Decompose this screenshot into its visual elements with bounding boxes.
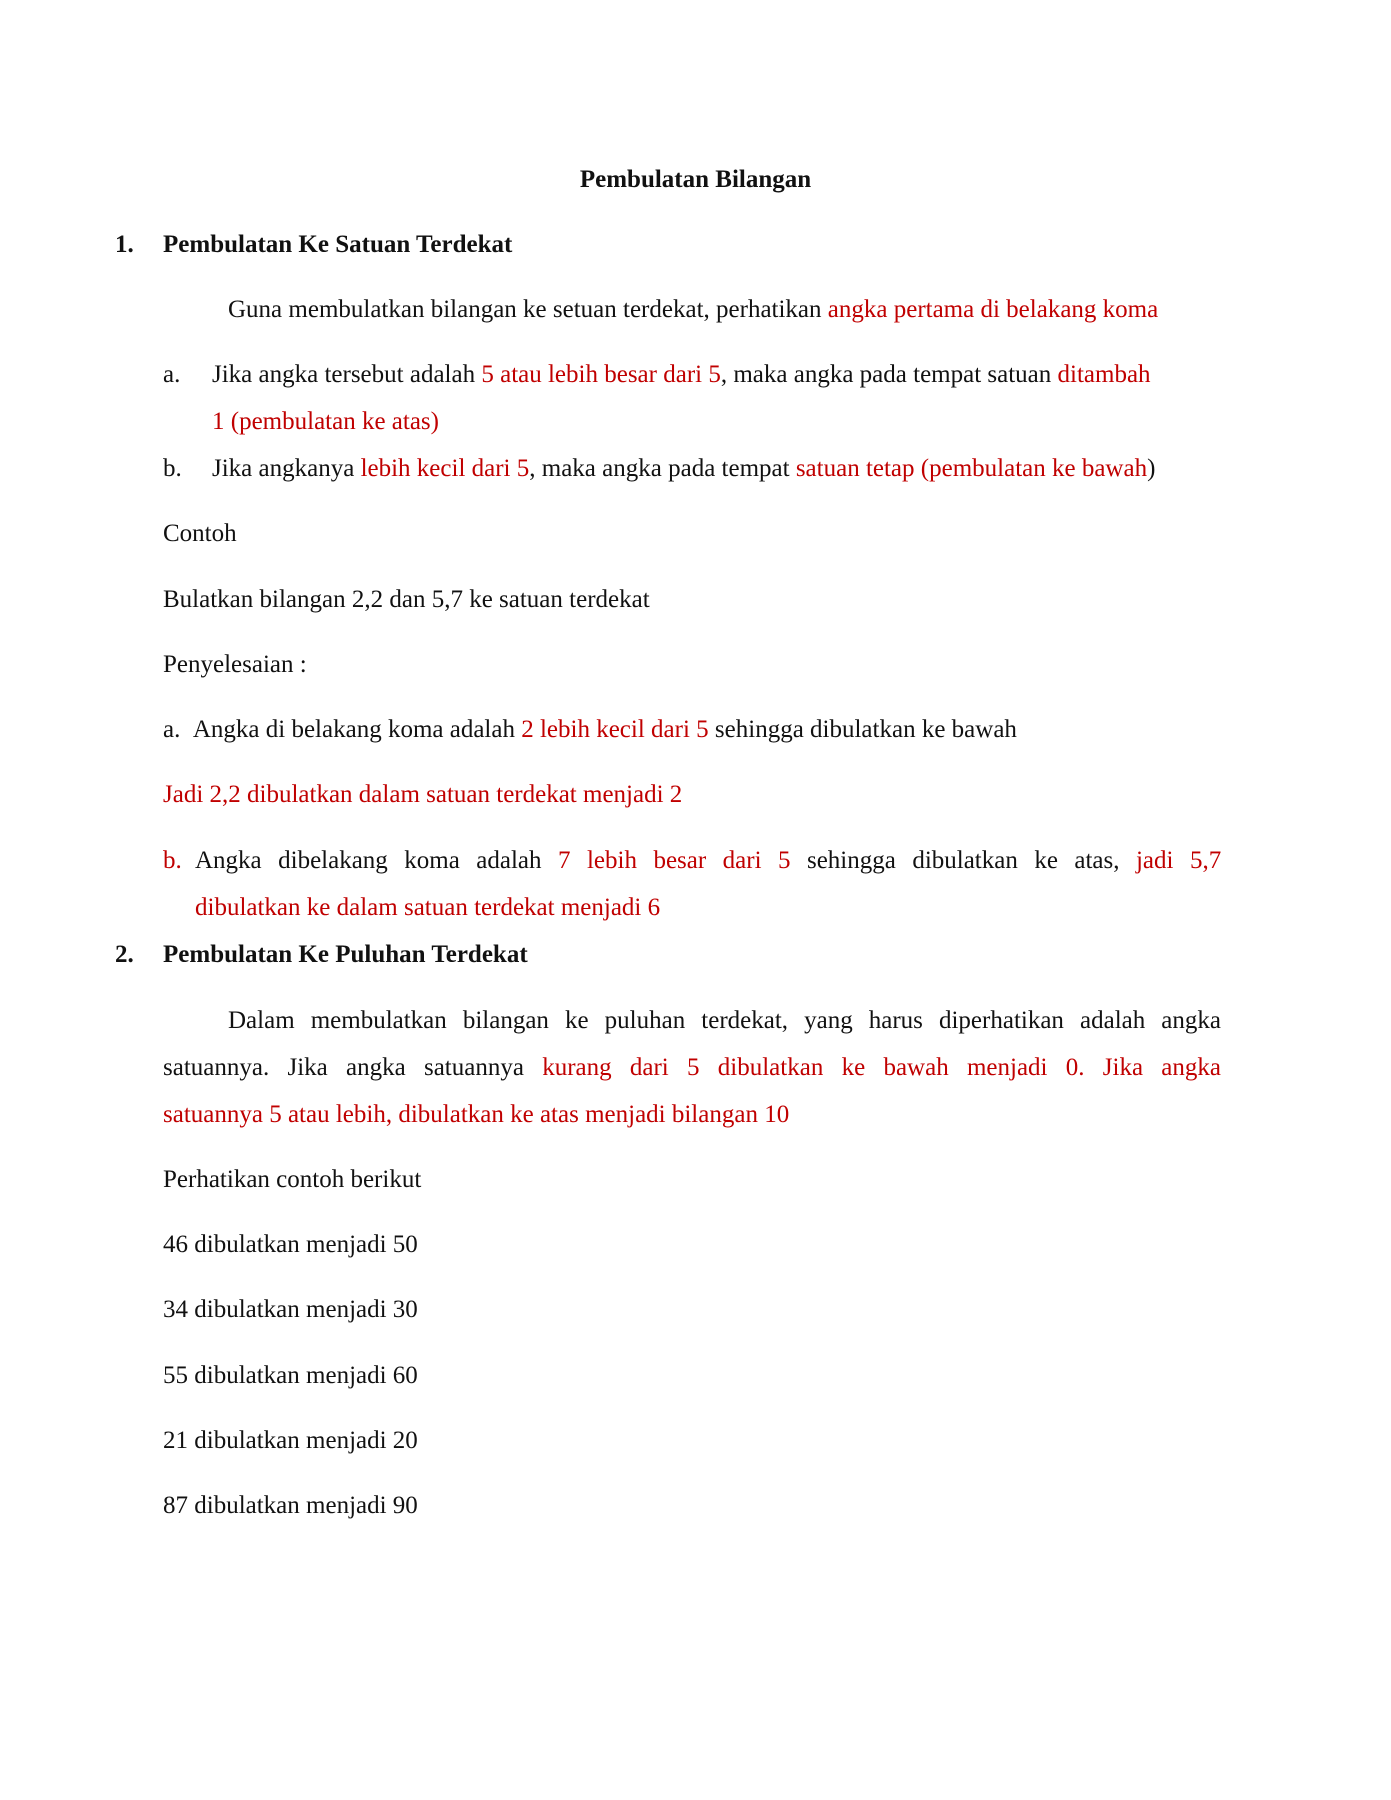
solution-b-marker: b. xyxy=(163,847,182,874)
rule-a-text: Jika angka tersebut adalah 5 atau lebih besar dari 5, maka angka pada tempat satuan ditambah xyxy=(212,361,1151,388)
contoh-label: Contoh xyxy=(163,520,237,547)
rule-a-text-cont: 1 (pembulatan ke atas) xyxy=(212,408,439,435)
examples-label: Perhatikan contoh berikut xyxy=(163,1166,422,1193)
rule-a-marker: a. xyxy=(163,361,181,388)
example-item: 46 dibulatkan menjadi 50 xyxy=(163,1231,418,1258)
section-1-number: 1. xyxy=(115,231,134,258)
rule-b-marker: b. xyxy=(163,455,182,482)
section-2-para-line-1: Dalam membulatkan bilangan ke puluhan terdekat, yang harus diperhatikan adalah angka xyxy=(228,1007,1221,1034)
section-2-heading: Pembulatan Ke Puluhan Terdekat xyxy=(163,941,528,968)
section-2-para-line-2: satuannya. Jika angka satuannya kurang dari 5 dibulatkan ke bawah menjadi 0. Jika angka xyxy=(163,1054,1221,1081)
section-2-para-line-3: satuannya 5 atau lebih, dibulatkan ke atas menjadi bilangan 10 xyxy=(163,1101,790,1128)
section-1-heading: Pembulatan Ke Satuan Terdekat xyxy=(163,231,513,258)
rule-b-text: Jika angkanya lebih kecil dari 5, maka angka pada tempat satuan tetap (pembulatan ke bawah) xyxy=(212,455,1156,482)
section-2-number: 2. xyxy=(115,941,134,968)
solution-b-line-1: Angka dibelakang koma adalah 7 lebih besar dari 5 sehingga dibulatkan ke atas, jadi 5,7 xyxy=(195,847,1221,874)
solution-b-line-2: dibulatkan ke dalam satuan terdekat menjadi 6 xyxy=(195,894,661,921)
example-item: 21 dibulatkan menjadi 20 xyxy=(163,1427,418,1454)
example-item: 34 dibulatkan menjadi 30 xyxy=(163,1296,418,1323)
example-question: Bulatkan bilangan 2,2 dan 5,7 ke satuan terdekat xyxy=(163,586,650,613)
page-title: Pembulatan Bilangan xyxy=(579,166,812,193)
solution-a-conclusion: Jadi 2,2 dibulatkan dalam satuan terdekat menjadi 2 xyxy=(163,781,683,808)
solution-a: a. Angka di belakang koma adalah 2 lebih kecil dari 5 sehingga dibulatkan ke bawah xyxy=(163,716,1017,743)
example-item: 87 dibulatkan menjadi 90 xyxy=(163,1492,418,1519)
example-item: 55 dibulatkan menjadi 60 xyxy=(163,1362,418,1389)
section-1-intro: Guna membulatkan bilangan ke setuan terdekat, perhatikan angka pertama di belakang koma xyxy=(228,296,1159,323)
solution-label: Penyelesaian : xyxy=(163,651,307,678)
